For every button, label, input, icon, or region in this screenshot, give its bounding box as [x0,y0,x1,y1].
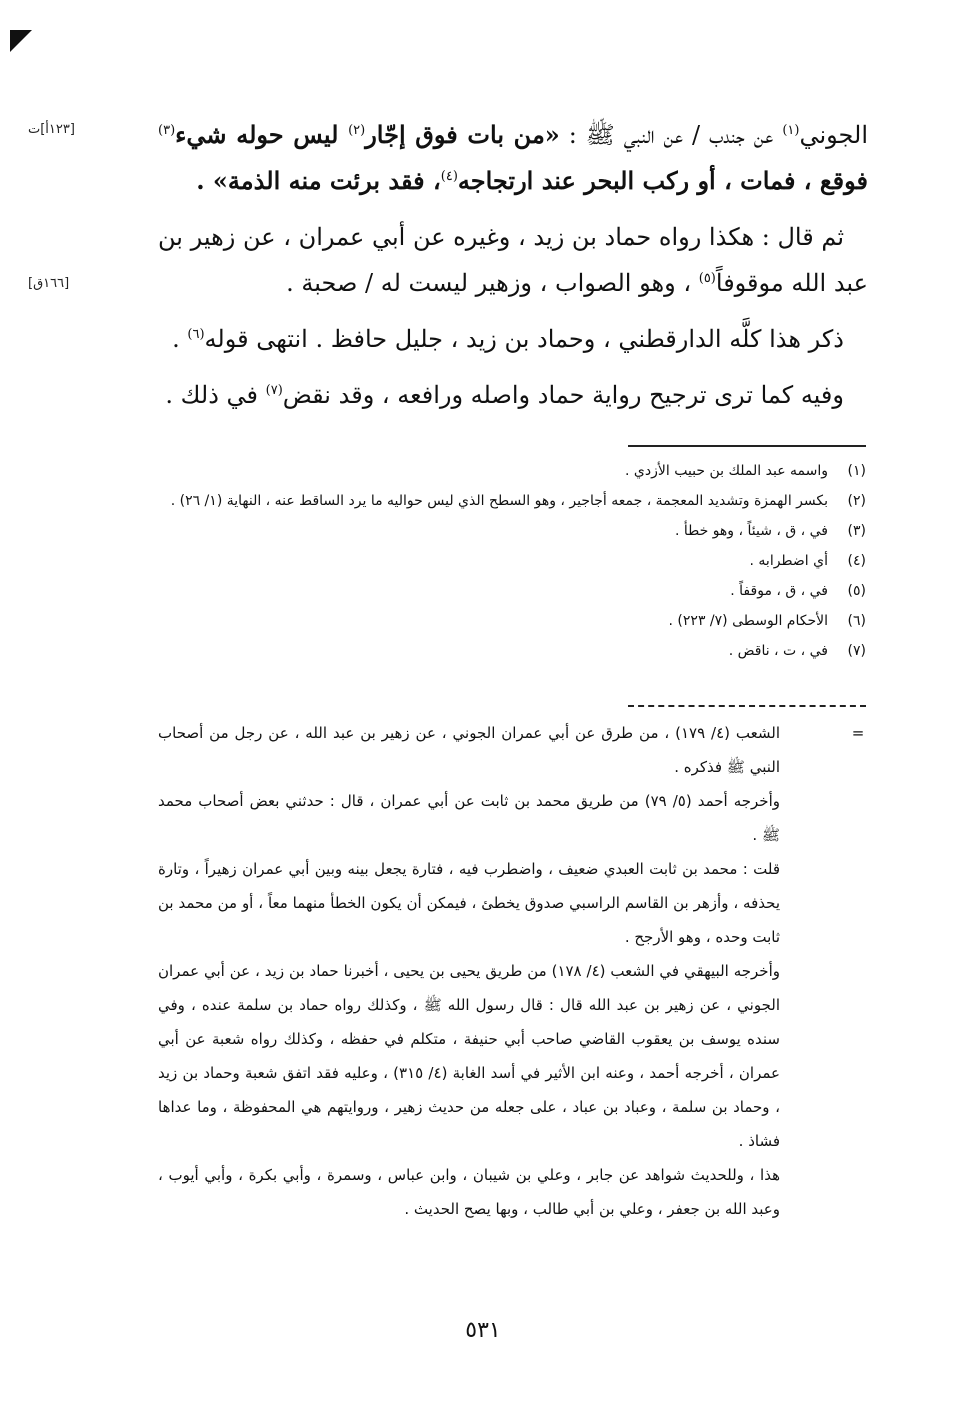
footnote-ref-3: (٣) [158,123,176,138]
continued-paragraph: وأخرجه البيهقي في الشعب (٤/ ١٧٨) من طريق يحيى بن يحيى ، أخبرنا حماد بن زيد ، عن أبي عمران الجوني ، عن زهير بن عبد الله قال : قال رسول الله ﷺ ، وكذلك رواه حماد بن سلمة عنده ، وفي سنده يوسف بن يعقوب القاضي صاحب أبي حنيفة ، متكلم في حفظه ، وكذلك رواه شعبة عن أبي عمران ، أخرجه أحمد ، وعنه ابن الأثير في أسد الغابة (٤/ ٣١٥) ، وعليه فقد اتفق شعبة وحماد بن زيد ، وحماد بن سلمة ، وعباد بن عباد ، على جعله من حديث زهير ، وروايتهم هي المحفوظة ، وما عداها فشاذ . [158,962,780,1150]
footnote-ref-2: (٢) [348,123,366,138]
footnote-number: (٣) [847,523,866,539]
continuation-separator [628,705,866,707]
footnote-item [158,636,866,666]
text-span: ذكر هذا كلَّه الدارقطني ، وحماد بن زيد ، جليل حافظ . انتهى قوله [204,325,844,353]
footnote-item [158,516,866,546]
text-span: ، وهو الصواب ، وزهير ليست له / صحبة . [286,269,699,297]
text-span: ثم قال : هكذا رواه حماد بن زيد ، وغيره عن أبي عمران ، عن زهير بن عبد الله موقوفاً [158,223,868,297]
footnote-ref-4: (٤) [440,169,458,184]
text-span: عن جندب / عن النبي ﷺ : [559,121,783,149]
main-paragraph-2 [158,214,868,306]
footnote-number: (٦) [847,613,866,629]
footnote-item [158,606,866,636]
footnote-ref-1: (١) [782,123,800,138]
text-span: . [172,325,188,353]
hadith-text: ليس حوله شيء [175,120,349,149]
main-paragraph-3 [158,316,868,362]
footnote-item [158,576,866,606]
footnote-item [158,456,866,486]
footnote-ref-5: (٥) [698,271,716,286]
page-number: ٥٣١ [465,1318,501,1343]
corner-triangle-mark [10,30,32,52]
footnote-separator [628,445,866,447]
footnote-number: (٥) [847,583,866,599]
main-text [158,112,868,428]
footnote-text: بكسر الهمزة وتشديد المعجمة ، جمعه أجاجير ، وهو السطح الذي ليس حواليه ما يرد الساقط عنه ، النهاية (١/ ٢٦) . [170,493,828,509]
footnote-number: (٧) [847,643,866,659]
footnote-number: (٢) [847,493,866,509]
footnote-text: واسمه عبد الملك بن حبيب الأزدي . [625,463,828,479]
main-paragraph-1 [158,112,868,204]
margin-ref-manuscript-t: [١٢٣أ]ت [28,122,75,137]
footnote-ref-6: (٦) [187,327,205,342]
footnote-item [158,546,866,576]
hadith-text: ، فقد برئت منه الذمة» . [196,166,441,195]
footnote-text: في ، ق ، موقفاً . [730,583,828,599]
main-paragraph-4 [158,372,868,418]
continued-notes [158,716,866,1226]
continuation-mark: = [851,724,865,742]
footnote-text: الأحكام الوسطى (٧/ ٢٢٣) . [668,613,828,629]
text-span: الجوني [799,121,869,149]
footnote-number: (١) [847,463,866,479]
footnotes [158,456,866,666]
continued-paragraph: الشعب (٤/ ١٧٩) ، من طرق عن أبي عمران الجوني ، عن زهير بن عبد الله ، عن رجل من أصحاب النبي ﷺ فذكره . [158,724,780,776]
footnote-number: (٤) [847,553,866,569]
margin-ref-manuscript-q: [١٦٦ق] [28,276,70,291]
hadith-text: فوقع ، فمات ، أو ركب البحر عند ارتجاجه [457,166,868,195]
footnote-ref-7: (٧) [265,383,283,398]
hadith-text: «من بات فوق إجّار [365,120,560,149]
continued-paragraph: وأخرجه أحمد (٥/ ٧٩) من طريق محمد بن ثابت عن أبي عمران ، قال : حدثني بعض أصحاب محمد ﷺ . [158,792,780,844]
continued-notes-body [158,716,780,1226]
text-span: وفيه كما ترى ترجيح رواية حماد واصله ورافعه ، وقد نقض [282,381,844,409]
continued-paragraph: هذا ، وللحديث شواهد عن جابر ، وعلي بن شيبان ، وابن عباس ، وسمرة ، وأبي بكرة ، وأبي أيوب ، وعبد الله بن جعفر ، وعلي بن أبي طالب ، وبها يصح الحديث . [158,1166,780,1218]
footnote-text: في ، ق ، شيئاً ، وهو خطأ . [674,523,828,539]
text-span: في ذلك . [165,381,266,409]
footnote-text: أي اضطرابه . [749,553,828,569]
footnote-item [158,486,866,516]
footnote-text: في ، ت ، ناقض . [728,643,828,659]
continued-paragraph: قلت : محمد بن ثابت العبدي ضعيف ، واضطرب فيه ، فتارة يجعل بينه وبين أبي عمران زهيراً ، وتارة يحذفه ، وأزهر بن القاسم الراسبي صدوق يخطئ ، فيمكن أن يكون الخطأ منهما معاً ، أو من محمد بن ثابت وحده ، وهو الأرجح . [158,860,780,946]
